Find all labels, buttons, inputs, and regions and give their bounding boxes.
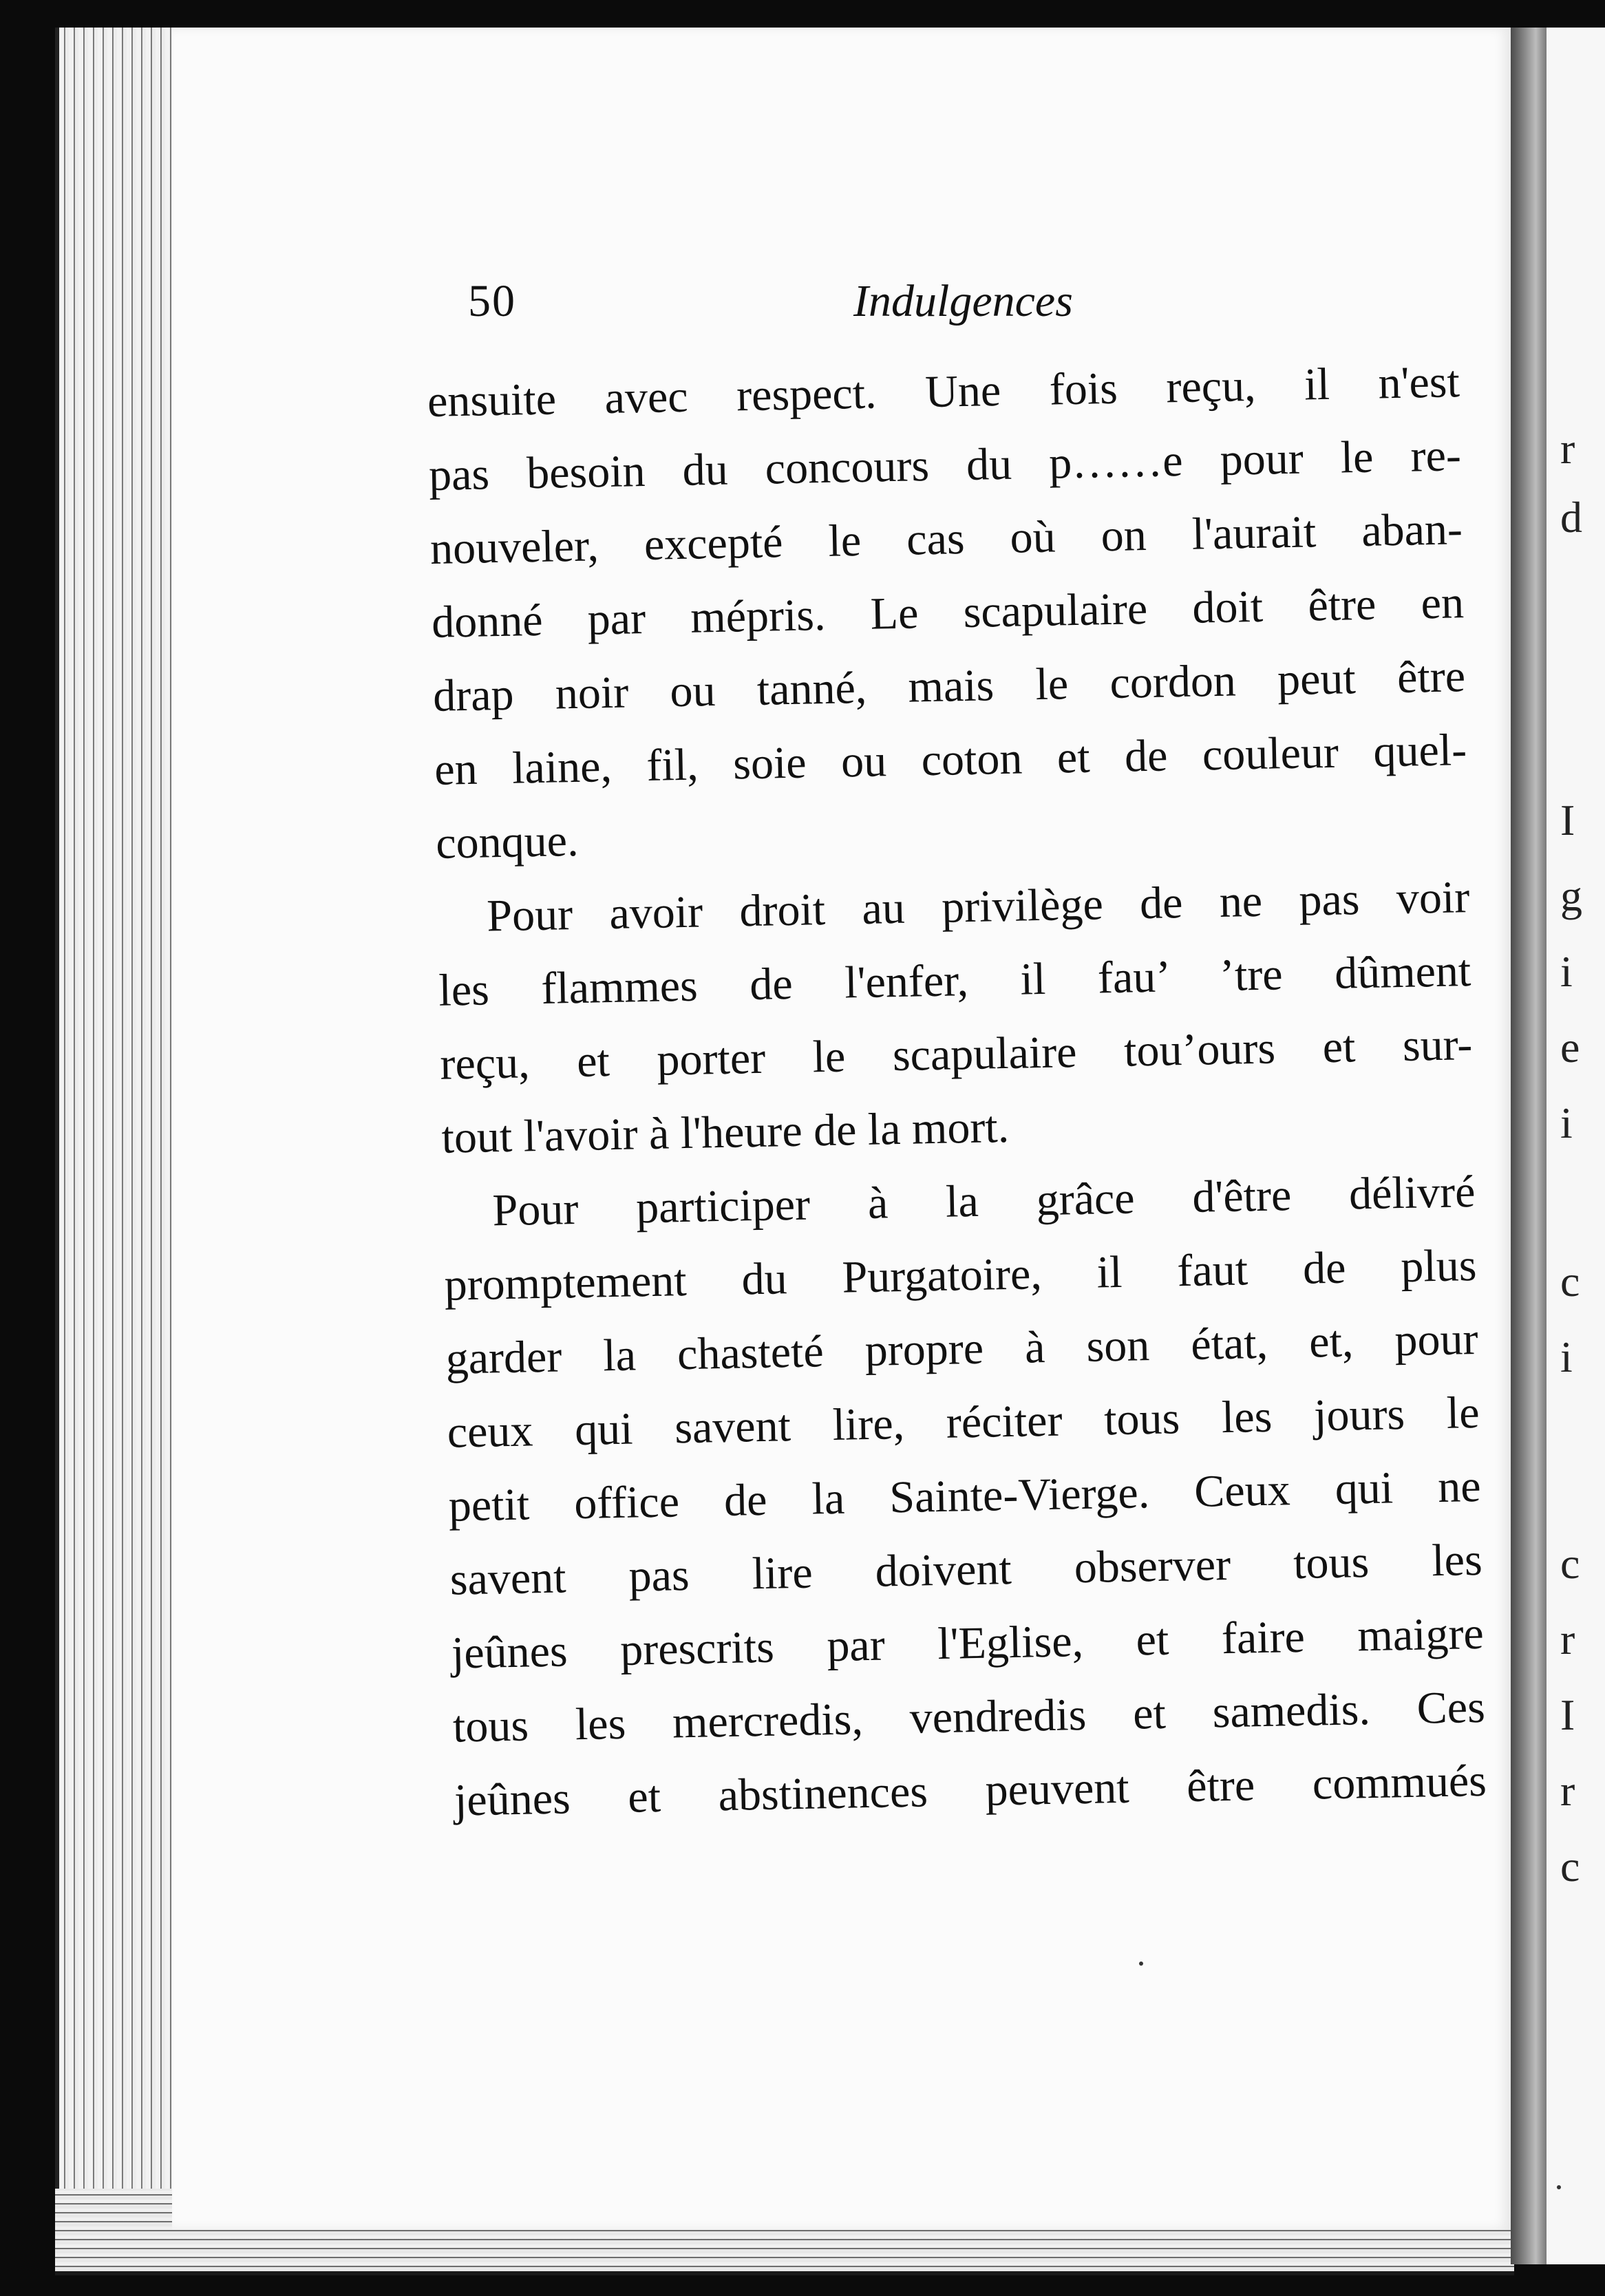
facing-page-letter: g bbox=[1560, 871, 1582, 920]
facing-page-letter: i bbox=[1560, 1332, 1573, 1381]
text-line: en laine, fil, soie ou coton et de couleur quel- bbox=[434, 725, 1467, 795]
text-line: petit office de la Sainte-Vierge. Ceux qui ne bbox=[448, 1460, 1482, 1531]
print-speck bbox=[1139, 1962, 1143, 1966]
facing-page-letter: r bbox=[1560, 1766, 1575, 1815]
facing-page-letter: r bbox=[1560, 424, 1575, 473]
text-line: promptement du Purgatoire, il faut de plus bbox=[443, 1240, 1478, 1310]
text-line: les flammes de l'enfer, il fau’ ʼtre dûment bbox=[438, 946, 1471, 1016]
paragraph bbox=[427, 345, 1469, 880]
text-line: jeûnes prescrits par l'Eglise, et faire maigre bbox=[451, 1608, 1485, 1679]
text-line: tous les mercredis, vendredis et samedis. Ces bbox=[452, 1681, 1486, 1752]
facing-page-letter: e bbox=[1560, 1023, 1580, 1072]
page-number: 50 bbox=[468, 276, 516, 326]
text-line: drap noir ou tanné, mais le cordon peut être bbox=[432, 651, 1466, 721]
paragraph bbox=[436, 860, 1474, 1175]
facing-page-letter: i bbox=[1560, 1098, 1573, 1147]
facing-page-letter: d bbox=[1560, 493, 1582, 542]
facing-page-letter: c bbox=[1560, 1842, 1580, 1891]
running-head bbox=[468, 275, 1156, 337]
text-line: Pour participer à la grâce d'être délivré bbox=[491, 1166, 1476, 1236]
text-line: ensuite avec respect. Une fois reçu, il n'est bbox=[427, 357, 1460, 427]
book-gutter bbox=[1511, 28, 1546, 2264]
print-speck bbox=[1557, 2185, 1561, 2189]
text-line: donné par mépris. Le scapulaire doit être en bbox=[431, 577, 1465, 648]
facing-page-letter: c bbox=[1560, 1257, 1580, 1306]
facing-page-letter: c bbox=[1560, 1539, 1580, 1588]
text-line: ceux qui savent lire, réciter tous les jours le bbox=[447, 1387, 1480, 1458]
text-line: jeûnes et abstinences peuvent être commués bbox=[454, 1755, 1487, 1826]
text-line: savent pas lire doivent observer tous les bbox=[449, 1534, 1483, 1605]
facing-page-letter: I bbox=[1560, 1690, 1575, 1739]
facing-page-fragment bbox=[1546, 28, 1605, 2264]
paragraph bbox=[443, 1155, 1487, 1838]
text-line: Pour avoir droit au privilège de ne pas voir bbox=[486, 872, 1470, 942]
text-line: conque. bbox=[435, 815, 580, 869]
facing-page-letter: i bbox=[1560, 947, 1573, 996]
text-line: pas besoin du concours du p……e pour le re- bbox=[428, 430, 1462, 500]
text-line: reçu, et porter le scapulaire touʼours et sur- bbox=[439, 1019, 1473, 1089]
text-line: garder la chasteté propre à son état, et, pour bbox=[445, 1313, 1479, 1384]
body-text bbox=[427, 345, 1487, 1837]
facing-page-letter: I bbox=[1560, 796, 1575, 844]
text-line: tout l'avoir à l'heure de la mort. bbox=[440, 1101, 1010, 1163]
running-title: Indulgences bbox=[853, 276, 1073, 326]
facing-page-letter: r bbox=[1560, 1615, 1575, 1663]
text-line: nouveler, excepté le cas où on l'aurait aban- bbox=[429, 504, 1463, 574]
